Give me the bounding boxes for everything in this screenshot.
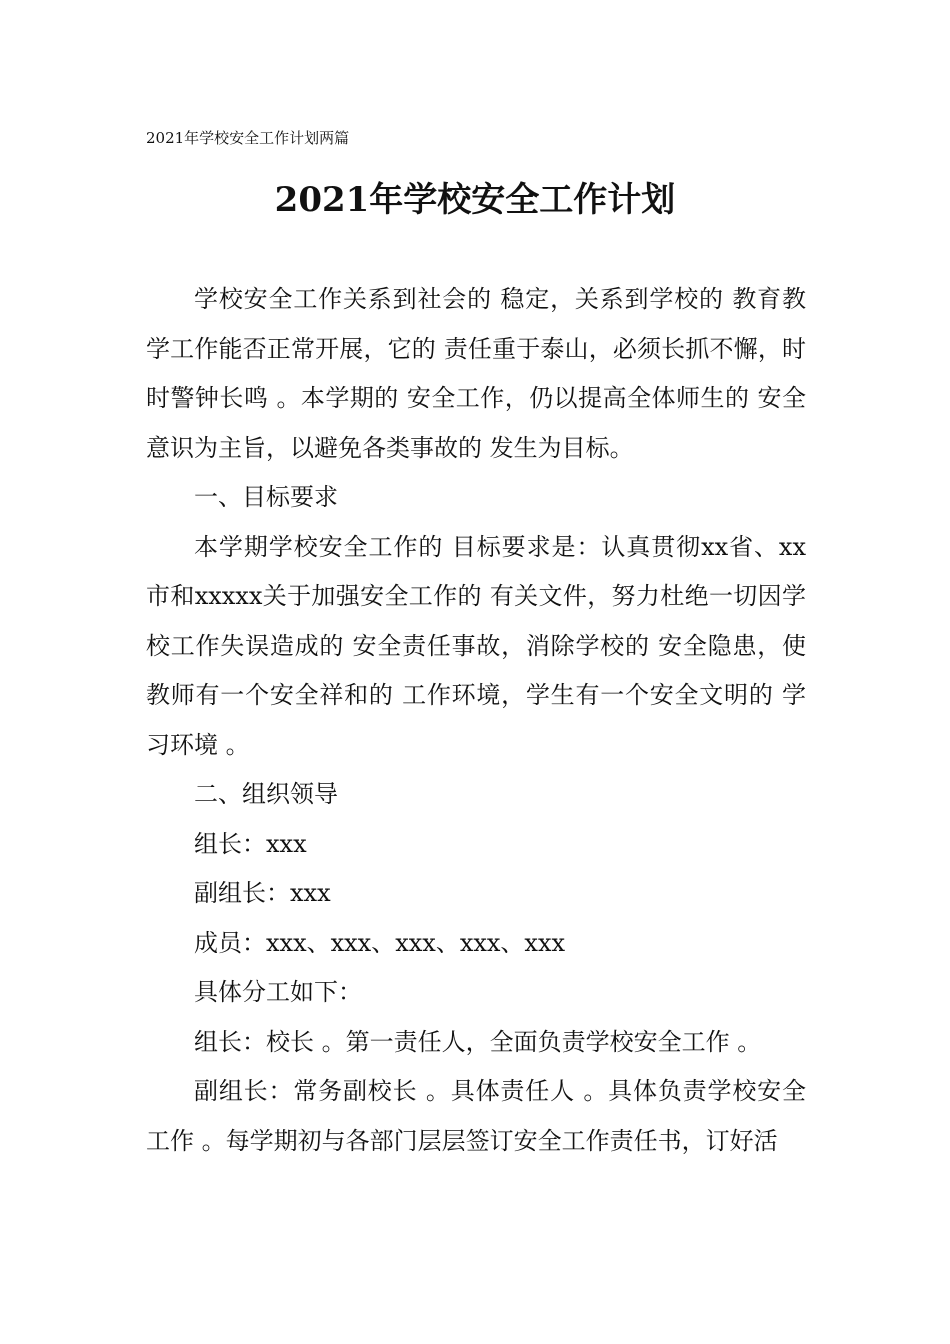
division-intro-line: 具体分工如下：	[194, 978, 362, 1006]
document-title: 2021年学校安全工作计划	[274, 180, 676, 220]
section-heading-organization: 二、组织领导	[194, 780, 338, 808]
intro-paragraph: 学校安全工作关系到社会的 稳定，关系到学校的 教育教学工作能否正常开展，它的 责任重于泰山，必须长抓不懈，时时警钟长鸣 。本学期的 安全工作，仍以提高全体师生的 安全意识为主旨，以避免各类事故的 发生为目标。	[146, 285, 806, 462]
deputy-leader-line: 副组长：xxx	[194, 879, 331, 907]
members-line: 成员：xxx、xxx、xxx、xxx、xxx	[194, 928, 566, 957]
document-header-note: 2021年学校安全工作计划两篇	[146, 129, 350, 147]
deputy-duty-paragraph: 副组长：常务副校长 。具体责任人 。具体负责学校安全工作 。每学期初与各部门层层签订安全工作责任书，订好活	[146, 1077, 806, 1155]
section-heading-goals: 一、目标要求	[194, 483, 338, 511]
leader-line: 组长：xxx	[194, 829, 307, 858]
goals-paragraph: 本学期学校安全工作的 目标要求是：认真贯彻xx省、xx市和xxxxx关于加强安全工作的 有关文件，努力杜绝一切因学校工作失误造成的 安全责任事故，消除学校的 安全隐患，使教师有一个安全祥和的 工作环境，学生有一个安全文明的 学习环境 。	[146, 532, 806, 759]
leader-duty-paragraph: 组长：校长 。第一责任人，全面负责学校安全工作 。	[194, 1027, 762, 1056]
document-body	[146, 275, 806, 1166]
